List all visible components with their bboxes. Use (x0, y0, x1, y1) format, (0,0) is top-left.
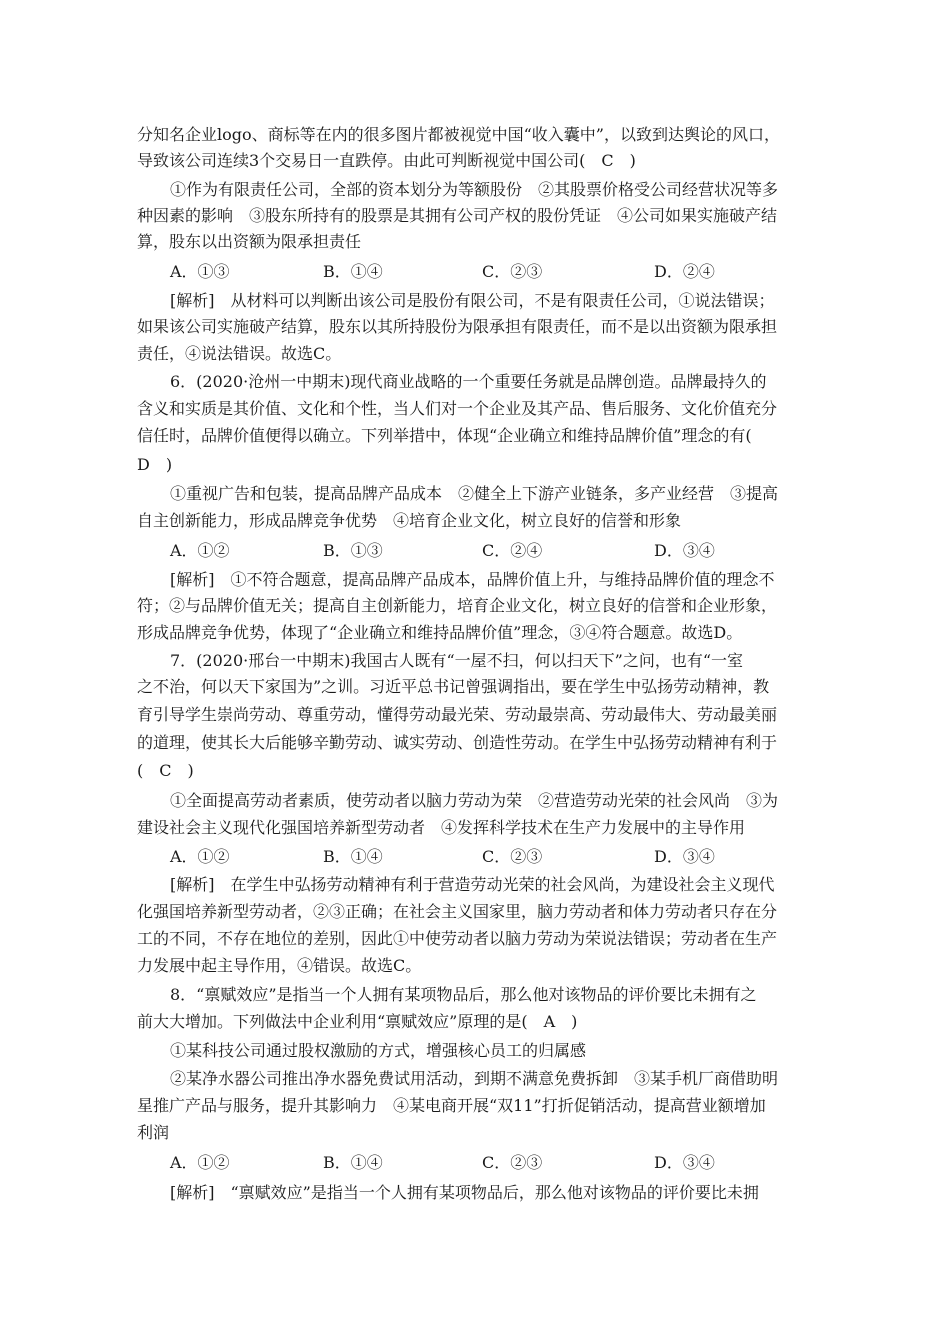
option-c: C．②③ (482, 1153, 543, 1172)
option-b: B．①③ (323, 541, 383, 560)
statements-line: ②某净水器公司推出净水器免费试用活动，到期不满意免费拆卸 ③某手机厂商借助明 (170, 1069, 779, 1088)
question-6-line: 含义和实质是其价值、文化和个性，当人们对一个企业及其产品、售后服务、文化价值充分 (137, 399, 778, 418)
analysis-line: 化强国培养新型劳动者，②③正确；在社会主义国家里，脑力劳动者和体力劳动者只存在分 (137, 902, 778, 921)
statements-line: 自主创新能力，形成品牌竞争优势 ④培育企业文化，树立良好的信誉和形象 (137, 511, 682, 530)
statements-line: ①重视广告和包装，提高品牌产品成本 ②健全上下游产业链条，多产业经营 ③提高 (170, 484, 779, 503)
option-d: D．②④ (654, 262, 715, 281)
option-a: A．①③ (170, 262, 230, 281)
statements-line: 星推广产品与服务，提升其影响力 ④某电商开展“双11”打折促销活动，提高营业额增加 (137, 1096, 766, 1115)
option-c: C．②④ (482, 541, 543, 560)
analysis-line: 如果该公司实施破产结算，股东以其所持股份为限承担有限责任，而不是以出资额为限承担 (137, 317, 778, 336)
option-b: B．①④ (323, 847, 383, 866)
analysis-line: [解析] “禀赋效应”是指当一个人拥有某项物品后，那么他对该物品的评价要比未拥 (170, 1183, 759, 1202)
option-a: A．①② (170, 541, 230, 560)
question-6-line: 信任时，品牌价值便得以确立。下列举措中，体现“企业确立和维持品牌价值”理念的有( (137, 426, 752, 445)
analysis-line: 责任，④说法错误。故选C。 (137, 344, 342, 363)
option-d: D．③④ (654, 541, 715, 560)
question-7-line: 育引导学生崇尚劳动、尊重劳动，懂得劳动最光荣、劳动最崇高、劳动最伟大、劳动最美丽 (137, 705, 778, 724)
option-c: C．②③ (482, 262, 543, 281)
statements-line: 利润 (137, 1123, 170, 1142)
text-line: ①作为有限责任公司，全部的资本划分为等额股份 ②其股票价格受公司经营状况等多 (170, 180, 779, 199)
question-8-line: 8．“禀赋效应”是指当一个人拥有某项物品后，那么他对该物品的评价要比未拥有之 (170, 985, 757, 1004)
question-7-line: 的道理，使其长大后能够辛勤劳动、诚实劳动、创造性劳动。在学生中弘扬劳动精神有利于 (137, 733, 778, 752)
analysis-line: 符；②与品牌价值无关；提高自主创新能力，培育企业文化，树立良好的信誉和企业形象， (137, 596, 778, 615)
option-b: B．①④ (323, 262, 383, 281)
question-6-line: 6．(2020·沧州一中期末)现代商业战略的一个重要任务就是品牌创造。品牌最持久的 (170, 372, 767, 391)
question-7-line: 7．(2020·邢台一中期末)我国古人既有“一屋不扫，何以扫天下”之问，也有“一室 (170, 651, 744, 670)
analysis-line: 形成品牌竞争优势，体现了“企业确立和维持品牌价值”理念，③④符合题意。故选D。 (137, 623, 743, 642)
text-line: 算，股东以出资额为限承担责任 (137, 232, 362, 251)
text-line: 导致该公司连续3个交易日一直跌停。由此可判断视觉中国公司( C ) (137, 151, 636, 170)
option-c: C．②③ (482, 847, 543, 866)
statements-line: ①某科技公司通过股权激励的方式，增强核心员工的归属感 (170, 1041, 587, 1060)
text-line: 分知名企业logo、商标等在内的很多图片都被视觉中国“收入囊中”，以致到达舆论的风口， (137, 125, 780, 144)
option-d: D．③④ (654, 1153, 715, 1172)
question-6-answer: D ) (137, 455, 173, 474)
text-line: 种因素的影响 ③股东所持有的股票是其拥有公司产权的股份凭证 ④公司如果实施破产结 (137, 206, 778, 225)
question-7-answer: ( C ) (137, 761, 194, 780)
option-d: D．③④ (654, 847, 715, 866)
statements-line: 建设社会主义现代化强国培养新型劳动者 ④发挥科学技术在生产力发展中的主导作用 (137, 818, 746, 837)
option-a: A．①② (170, 1153, 230, 1172)
analysis-line: [解析] 在学生中弘扬劳动精神有利于营造劳动光荣的社会风尚，为建设社会主义现代 (170, 875, 775, 894)
analysis-line: 力发展中起主导作用，④错误。故选C。 (137, 956, 422, 975)
analysis-line: [解析] 从材料可以判断出该公司是股份有限公司，不是有限责任公司，①说法错误； (170, 291, 775, 310)
option-a: A．①② (170, 847, 230, 866)
analysis-line: [解析] ①不符合题意，提高品牌产品成本，品牌价值上升，与维持品牌价值的理念不 (170, 570, 775, 589)
statements-line: ①全面提高劳动者素质，使劳动者以脑力劳动为荣 ②营造劳动光荣的社会风尚 ③为 (170, 791, 779, 810)
option-b: B．①④ (323, 1153, 383, 1172)
question-7-line: 之不治，何以天下家国为”之训。习近平总书记曾强调指出，要在学生中弘扬劳动精神，教 (137, 677, 770, 696)
analysis-line: 工的不同，不存在地位的差别，因此①中使劳动者以脑力劳动为荣说法错误；劳动者在生产 (137, 929, 778, 948)
question-8-line: 前大大增加。下列做法中企业利用“禀赋效应”原理的是( A ) (137, 1012, 578, 1031)
